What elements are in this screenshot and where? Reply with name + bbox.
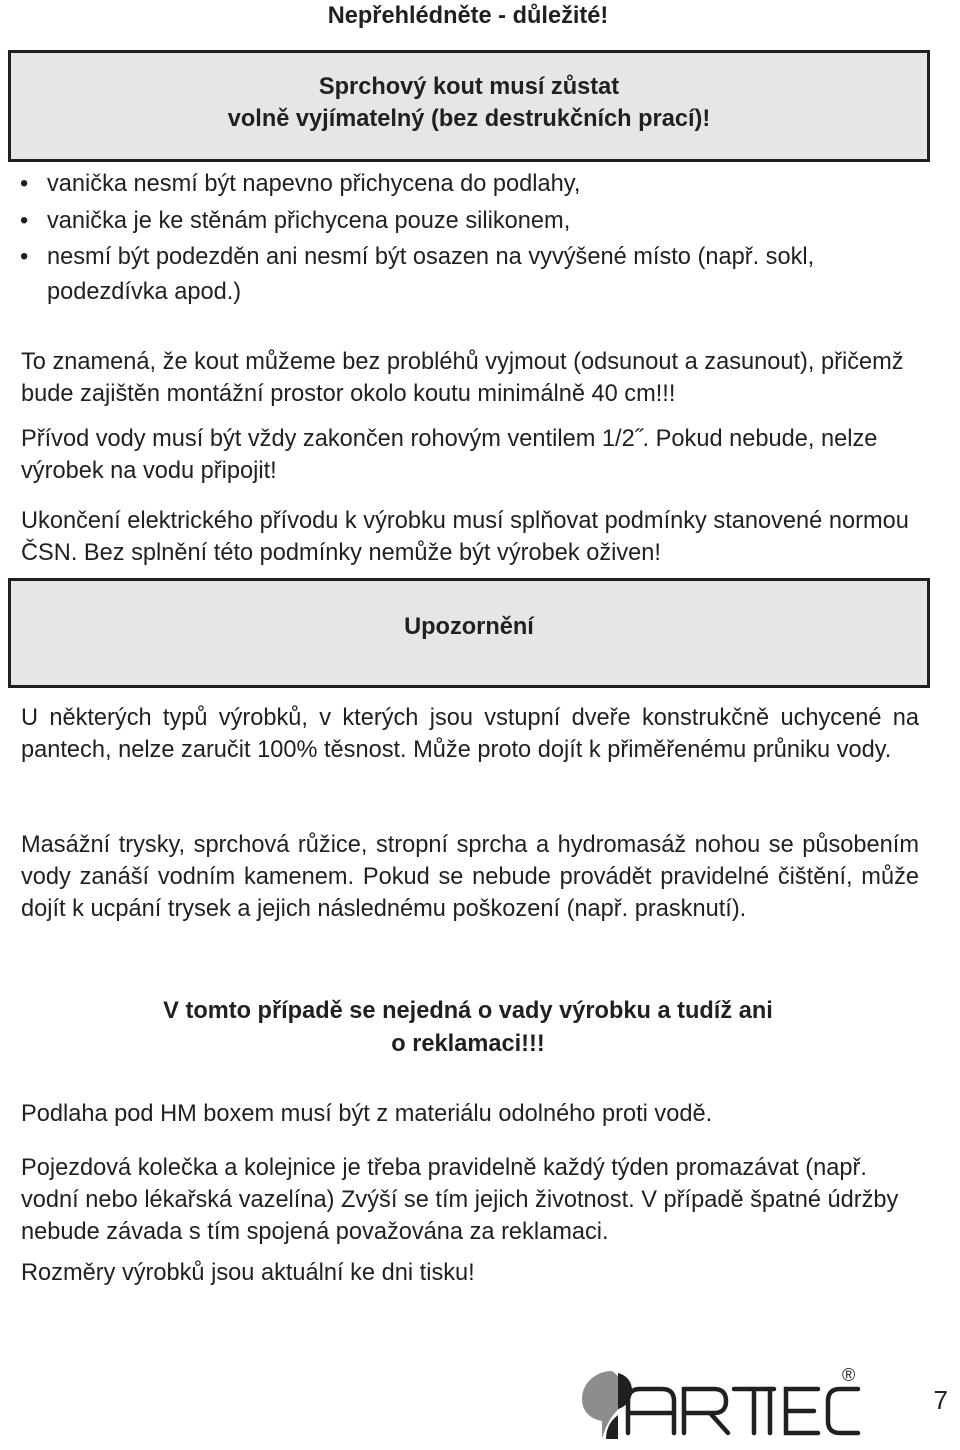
bullet-icon: • (20, 208, 29, 234)
paragraph-tightness: U některých typů výrobků, v kterých jsou vstupní dveře konstrukčně uchycené na pantech, nelze zaručit 100% těsnost. Může proto dojít k přiměřenému průniku vody. (21, 705, 919, 763)
artec-logo (578, 1365, 863, 1445)
registered-mark-icon: ® (842, 1365, 856, 1385)
notice-line-1: Sprchový kout musí zůstat (318, 74, 620, 100)
list-item: • vanička je ke stěnám přichycena pouze silikonem, (0, 203, 900, 240)
paragraph-limescale: Masážní trysky, sprchová růžice, stropní sprcha a hydromasáž nohou se působením vody zanáší vodním kamenem. Pokud se nebude provádět pravidelné čištění, může dojít k ucpání trysek a jejich následnému poškození (např. prasknutí). (21, 832, 919, 922)
list-item: • nesmí být podezděn ani nesmí být osazen na vyvýšené místo (např. sokl, podezdívka apod.) (0, 240, 900, 310)
notice-box (8, 50, 930, 162)
logo-text (863, 1365, 864, 1366)
paragraph-electric: Ukončení elektrického přívodu k výrobku musí splňovat podmínky stanovené normou ČSN. Bez splnění této podmínky nemůže být výrobek oživen! (21, 508, 909, 566)
warning-box (8, 578, 930, 688)
page-number: 7 (933, 1385, 948, 1415)
warning-title: Upozornění (404, 614, 534, 640)
no-warranty-line-1: V tomto případě se nejedná o vady výrobku a tudíž ani (163, 998, 773, 1024)
notice-line-2: volně vyjímatelný (bez destrukčních prací)! (227, 106, 711, 132)
page-title: Nepřehlédněte - důležité! (327, 3, 609, 29)
no-warranty-line-2: o reklamaci!!! (391, 1031, 545, 1057)
bullet-icon: • (20, 171, 29, 197)
paragraph-water-supply: Přívod vody musí být vždy zakončen rohovým ventilem 1/2˝. Pokud nebude, nelze výrobek na vodu připojit! (21, 426, 878, 484)
paragraph-maintenance: Pojezdová kolečka a kolejnice je třeba pravidelně každý týden promazávat (např. vodní nebo lékařská vazelína) Zvýší se tím jejich životnost. V případě špatné údržby nebude závada s tím spojená považována za reklamaci. (21, 1155, 899, 1245)
paragraph-dimensions: Rozměry výrobků jsou aktuální ke dni tisku! (21, 1260, 475, 1286)
paragraph-removal: To znamená, že kout můžeme bez probléhů vyjmout (odsunout a zasunout), přičemž bude zajištěn montážní prostor okolo koutu minimálně 40 cm!!! (21, 349, 904, 407)
requirements-list (0, 166, 900, 310)
list-item: • vanička nesmí být napevno přichycena do podlahy, (0, 166, 900, 203)
paragraph-floor: Podlaha pod HM boxem musí být z materiálu odolného proti vodě. (21, 1101, 713, 1127)
bullet-icon: • (20, 244, 29, 270)
